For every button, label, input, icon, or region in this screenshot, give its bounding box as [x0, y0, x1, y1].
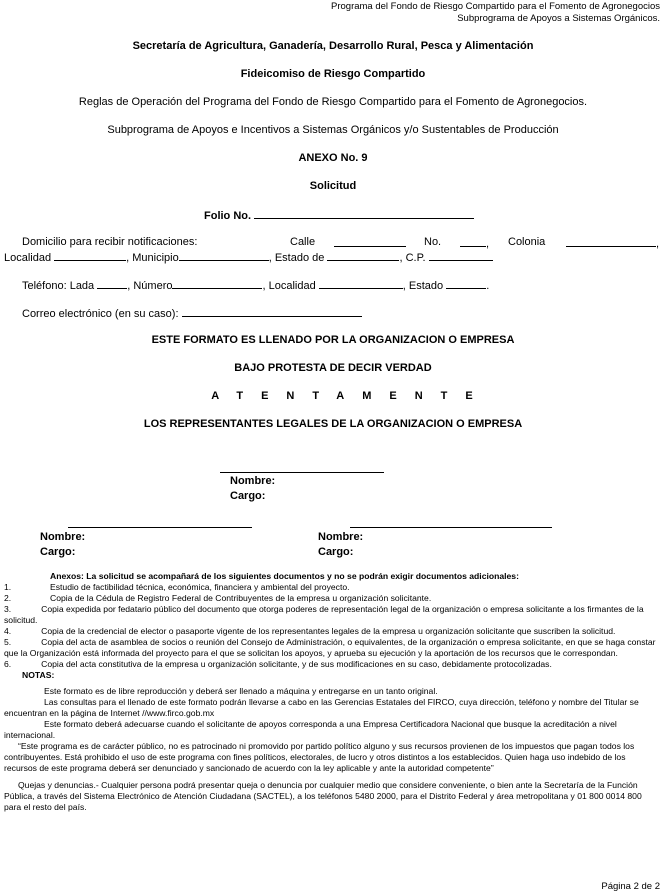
- title-secretaria: Secretaría de Agricultura, Ganadería, Desarrollo Rural, Pesca y Alimentación: [132, 40, 534, 52]
- folio-label: Folio No.: [204, 210, 252, 222]
- signature-top: [230, 474, 275, 504]
- nota-3: Este formato deberá adecuarse cuando el solicitante de apoyos corresponda a una Empresa Certificadora Nacional que busque la acreditación a nivel internacional.: [4, 719, 617, 740]
- signature-line-right: [350, 527, 552, 528]
- municipio-label: , Municipio: [126, 252, 179, 264]
- title-reglas: Reglas de Operación del Programa del Fondo de Riesgo Compartido para el Fomento de Agronegocios.: [78, 96, 588, 108]
- annex-item: 5. Copia del acta de asamblea de socios o reunión del Consejo de Administración, o equivalentes, de la organización o empresa solicitante, en que se haga constar que la Organización está informada del proyecto para el que se solicitan los apoyos, y aprueba su ejecución y la aportación de los recursos que le correspondan.: [4, 637, 656, 658]
- title-fideicomiso: Fideicomiso de Riesgo Compartido: [240, 68, 426, 80]
- annex-item: 1. Estudio de factibilidad técnica, económica, financiera y ambiental del proyecto.: [4, 582, 350, 592]
- localidad-field[interactable]: [54, 250, 126, 261]
- telefono-row: Teléfono: Lada , Número , Localidad , Estado .: [22, 280, 490, 292]
- folio-field[interactable]: [254, 208, 474, 219]
- running-header: [331, 1, 660, 25]
- colonia-field[interactable]: [566, 236, 656, 247]
- annex-item: 6. Copia del acta constitutiva de la empresa u organización solicitante, y de sus modificaciones en su caso, debidamente protocolizadas.: [4, 659, 552, 669]
- annex-item: 2. Copia de la Cédula de Registro Federal de Contribuyentes de la empresa u organización solicitante.: [4, 593, 432, 603]
- title-anexo: ANEXO No. 9: [298, 152, 368, 164]
- signature-line-top: [220, 472, 384, 473]
- calle-label: Calle: [290, 236, 316, 248]
- leyenda-programa: “Este programa es de carácter público, no es patrocinado ni promovido por partido político alguno y sus recursos provienen de los impuestos que pagan todos los contribuyentes. Está prohibido el uso de este programa con fines políticos, electorales, de lucro y otros distintos a los establecidos. Quien haga uso indebido de los recursos de este programa deberá ser denunciado y sancionado de acuerdo con la ley aplicable y ante la autoridad competente”: [4, 741, 635, 773]
- annex-item: 3. Copia expedida por fedatario público del documento que otorga poderes de representación legal de la organización o empresa solicitante a los firmantes de la solicitud.: [4, 604, 644, 625]
- statement-atentamente: ATENTAMENTE: [211, 390, 491, 402]
- nota-1: Este formato es de libre reproducción y deberá ser llenado a máquina y entregarse en un tanto original.: [44, 686, 438, 696]
- localidad2-field[interactable]: [319, 278, 403, 289]
- correo-field[interactable]: [182, 306, 362, 317]
- localidad-label: Localidad: [4, 252, 52, 264]
- lada-field[interactable]: [97, 278, 127, 289]
- correo-row: [22, 306, 362, 320]
- signature-left-cargo: Cargo:: [40, 546, 76, 558]
- estado-label: , Estado: [402, 280, 444, 292]
- signature-left: [40, 530, 85, 560]
- document-page: Programa del Fondo de Riesgo Compartido para el Fomento de Agronegocios Subprograma de Apoyos a Sistemas Orgánicos. Secretaría de Agricultura, Ganadería, Desarrollo Rural, Pesca y Alimentación Fideicomiso de Riesgo Compartido Reglas de Operación del Programa del Fondo de Riesgo Compartido para el Fomento de Agronegocios. Subprograma de Apoyos e Incentivos a Sistemas Orgánicos y/o Sustentables de Producción ANEXO No. 9 Solicitud Folio No. Domicilio para recibir notificaciones: Calle No. , Colonia , Localidad , Municipio , Estado de , C.P. Teléfono: Lada , Número , Localidad , Estado . Correo electrónico (en su caso): ESTE FORMATO ES LLENADO POR LA ORGANIZACION O EMPRESA BAJO PROTESTA DE DECIR VERDAD ATENTAMENTE LOS REPRESENTANTES LEGALES DE LA ORGANIZACION O EMPRESA Nombre: Cargo: Nombre: Cargo: Nombre: Cargo: Anexos: La solicitud se acompañará de los siguientes documentos y no se podrán exigir documentos adicionales: 1. Estudio de factibilidad técnica, económica, financiera y ambiental del proyecto. 2. Copia de la Cédula de Registro Federal de Contribuyentes de la empresa u organización solicitante. 3. Copia expedida por fedatario público del documento que otorga poderes de representación legal de la organización o empresa solicitante a los firmantes de la solicitud. 4. Copia de la credencial de elector o pasaporte vigente de los representantes legales de la empresa u organización solicitante que suscriben la solicitud. 5. Copia del acta de asamblea de socios o reunión del Consejo de Administración, o equivalentes, de la organización o empresa solicitante, en que se haga constar que la Organización está informada del proyecto para el que se solicitan los apoyos, y aprueba su ejecución y la aportación de los recursos que le correspondan. 6. Copia del acta constitutiva de la empresa u organización solicitante, y de sus modificaciones en su caso, debidamente protocolizadas. NOTAS: Este formato es de libre reproducción y deberá ser llenado a máquina y entregarse en un tanto original. Las consultas para el llenado de este formato podrán llevarse a cabo en las Gerencias Estatales del FIRCO, cuya dirección, teléfono y nombre del Titular se encuentran en la página de Internet //www.firco.gob.mx Este formato deberá adecuarse cuando el solicitante de apoyos corresponda a una Empresa Certificadora Nacional que busque la acreditación a nivel internacional. “Este programa es de carácter público, no es patrocinado ni promovido por partido político alguno y sus recursos provienen de los impuestos que pagan todos los contribuyentes. Está prohibido el uso de este programa con fines políticos, electorales, de lucro y otros distintos a los establecidos. Quien haga uso indebido de los recursos de este programa deberá ser denunciado y sancionado de acuerdo con la ley aplicable y ante la autoridad competente” Quejas y denuncias.- Cualquier persona podrá presentar queja o denuncia por cualquier medio que considere conveniente, o bien ante la Secretaría de la Función Pública, a través del Sistema Electrónico de Atención Ciudadana (SACTEL), a los teléfonos 5480 2000, para el Distrito Federal y área metropolitana y 01 800 0014 800 para el resto del país. Página 2 de 2: [0, 0, 666, 895]
- colonia-label: Colonia: [508, 236, 546, 248]
- estado-field[interactable]: [446, 278, 486, 289]
- statement-representantes: LOS REPRESENTANTES LEGALES DE LA ORGANIZACION O EMPRESA: [143, 418, 523, 430]
- numero-field[interactable]: [172, 278, 262, 289]
- municipio-field[interactable]: [179, 250, 269, 261]
- annex-item: 4. Copia de la credencial de elector o pasaporte vigente de los representantes legales de la empresa u organización solicitante que suscriben la solicitud.: [4, 626, 616, 636]
- quejas-denuncias: Quejas y denuncias.- Cualquier persona podrá presentar queja o denuncia por cualquier medio que considere conveniente, o bien ante la Secretaría de la Función Pública, a través del Sistema Electrónico de Atención Ciudadana (SACTEL), a los teléfonos 5480 2000, para el Distrito Federal y área metropolitana y 01 800 0014 800 para el resto del país.: [4, 780, 642, 812]
- signature-right-cargo: Cargo:: [318, 546, 354, 558]
- domicilio-label: Domicilio para recibir notificaciones:: [22, 236, 198, 248]
- signature-right-nombre: Nombre:: [318, 531, 364, 543]
- signature-right: [318, 530, 363, 560]
- numero-label: , Número: [127, 280, 173, 292]
- signature-top-cargo: Cargo:: [230, 490, 266, 502]
- statement-llenado: ESTE FORMATO ES LLENADO POR LA ORGANIZACION O EMPRESA: [151, 334, 515, 346]
- cp-field[interactable]: [429, 250, 493, 261]
- header-line-2: Subprograma de Apoyos a Sistemas Orgánicos.: [457, 13, 660, 24]
- folio-row: [204, 208, 474, 222]
- no-field[interactable]: [460, 236, 486, 247]
- notas-label: NOTAS:: [22, 670, 55, 680]
- localidad2-label: , Localidad: [262, 280, 316, 292]
- annexes-intro: Anexos: La solicitud se acompañará de los siguientes documentos y no se podrán exigir documentos adicionales:: [50, 571, 519, 581]
- nota-2: Las consultas para el llenado de este formato podrán llevarse a cabo en las Gerencias Estatales del FIRCO, cuya dirección, teléfono y nombre del Titular se encuentran en la página de Internet //www.firco.gob.mx: [4, 697, 639, 718]
- statement-protesta: BAJO PROTESTA DE DECIR VERDAD: [234, 362, 432, 374]
- calle-field[interactable]: [334, 236, 406, 247]
- no-label: No.: [424, 236, 442, 248]
- estado-de-field[interactable]: [327, 250, 399, 261]
- title-subprograma: Subprograma de Apoyos e Incentivos a Sistemas Orgánicos y/o Sustentables de Producción: [107, 124, 559, 136]
- title-solicitud: Solicitud: [309, 180, 357, 192]
- annexes-section: [4, 571, 660, 813]
- domicilio-row-2: [4, 250, 493, 264]
- header-line-1: Programa del Fondo de Riesgo Compartido para el Fomento de Agronegocios: [331, 1, 660, 12]
- signature-line-left: [68, 527, 252, 528]
- signature-top-nombre: Nombre:: [230, 475, 276, 487]
- telefono-label: Teléfono: Lada: [22, 280, 95, 292]
- page-number: Página 2 de 2: [601, 881, 660, 892]
- signature-left-nombre: Nombre:: [40, 531, 86, 543]
- estado-de-label: , Estado de: [268, 252, 325, 264]
- cp-label: , C.P.: [399, 252, 426, 264]
- correo-label: Correo electrónico (en su caso):: [22, 308, 179, 320]
